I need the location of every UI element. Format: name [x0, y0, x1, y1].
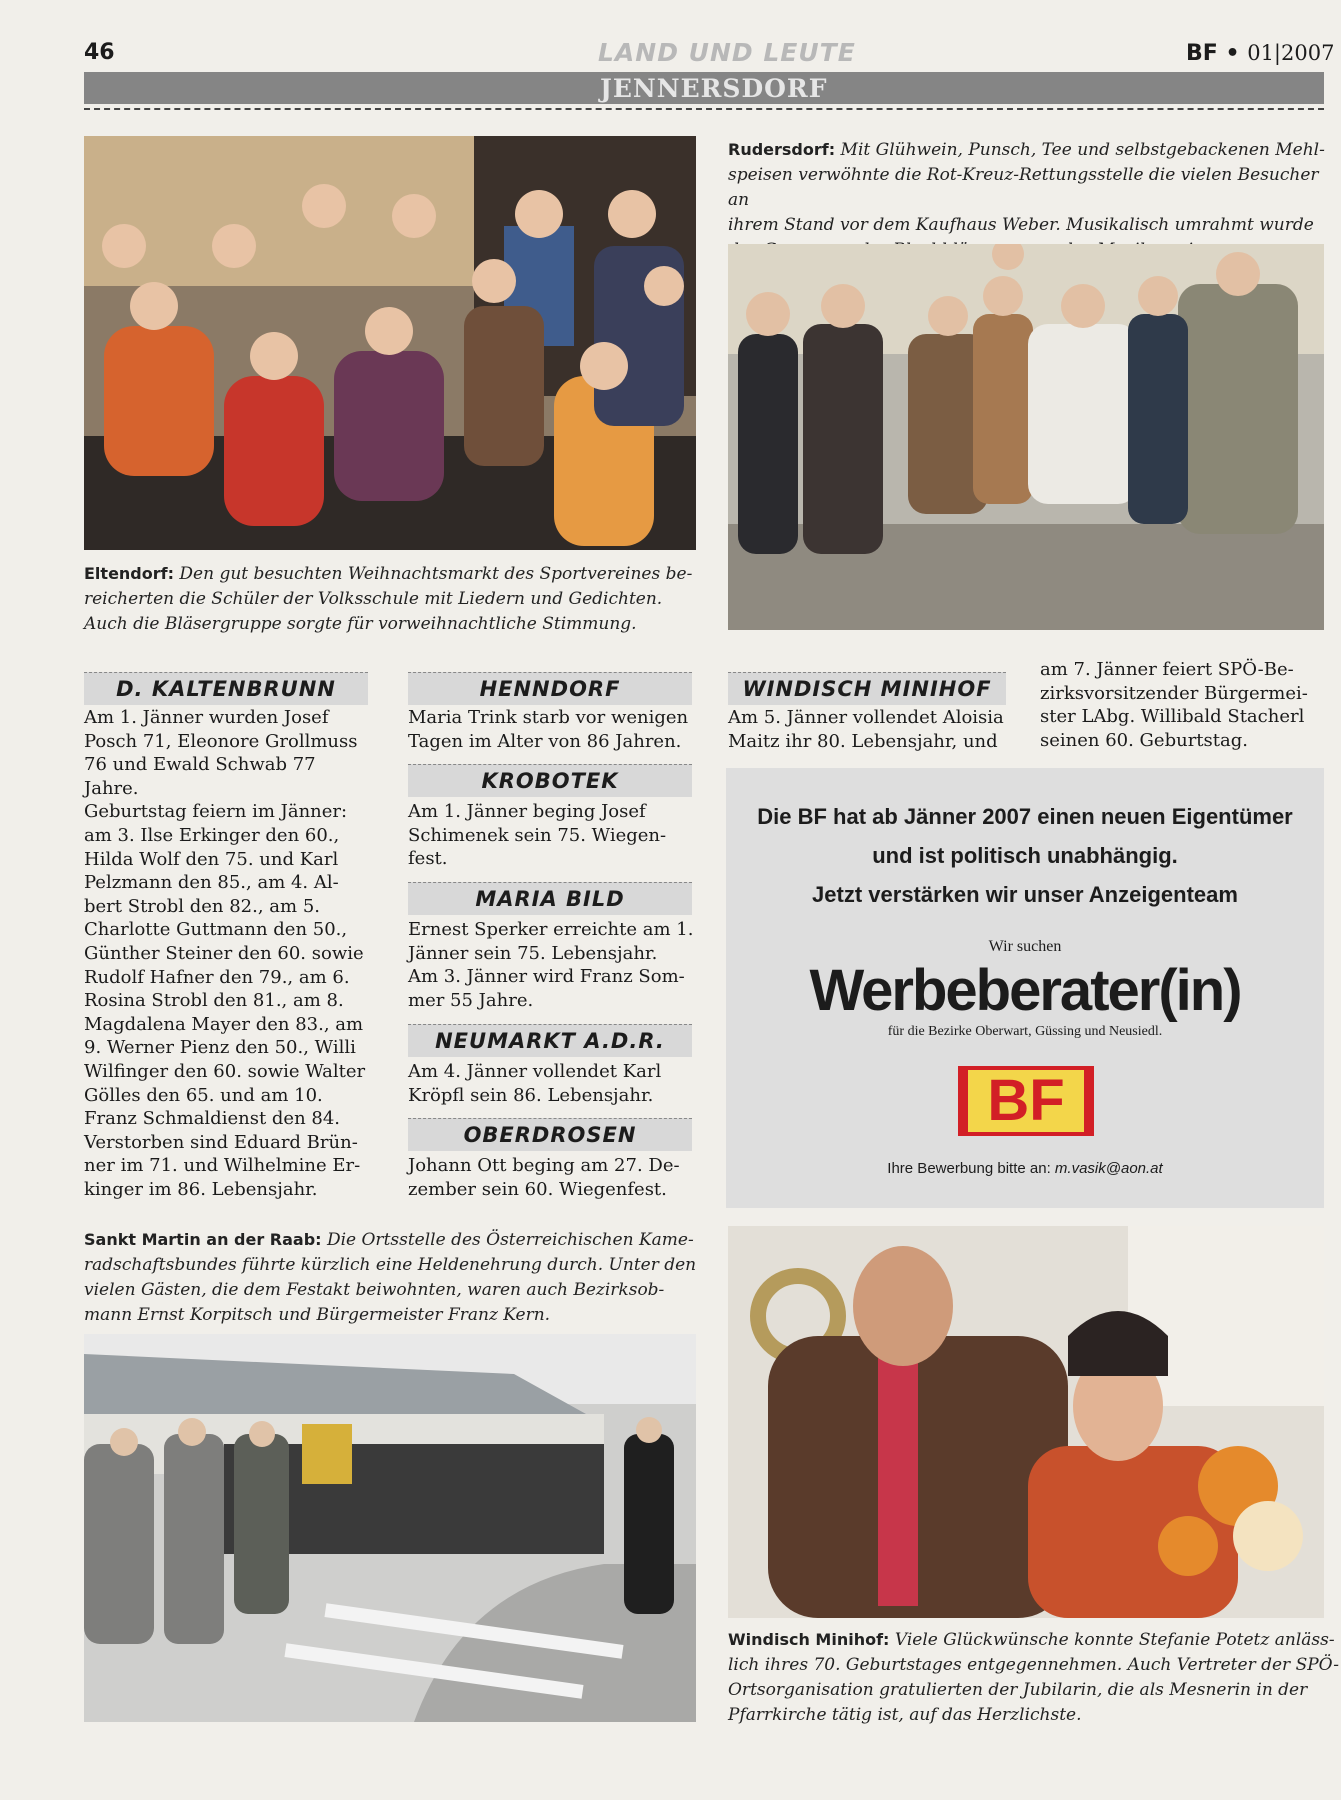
- text-line: Geburtstag feiern im Jänner:: [84, 801, 348, 823]
- sankt-martin-photo: [84, 1334, 696, 1722]
- text-line: Rosina Strobl den 81., am 8.: [84, 990, 344, 1012]
- ad-line-team: Jetzt verstärken wir unser Anzeigenteam: [812, 882, 1238, 907]
- caption-line: Den gut besuchten Weihnachtsmarkt des Sportvereines be-: [179, 564, 693, 584]
- ad-line-owner: Die BF hat ab Jänner 2007 einen neuen Eigentümer: [757, 804, 1293, 829]
- text-line: Jänner sein 75. Lebensjahr.: [408, 942, 658, 964]
- windisch-minihof-photo: [728, 1226, 1324, 1618]
- henndorf-text: [408, 706, 698, 753]
- section-title: LAND UND LEUTE: [598, 38, 856, 67]
- text-line: Am 5. Jänner vollendet Aloisia: [728, 707, 1004, 728]
- caption-line: Pfarrkirche tätig ist, auf das Herzlichste.: [728, 1705, 1082, 1725]
- text-line: Tagen im Alter von 86 Jahren.: [408, 730, 682, 752]
- text-line: Magdalena Mayer den 83., am: [84, 1013, 364, 1035]
- text-line: Franz Schmaldienst den 84.: [84, 1108, 341, 1130]
- caption-place: Rudersdorf:: [728, 140, 836, 159]
- text-line: bert Strobl den 82., am 5.: [84, 895, 320, 917]
- caption-line: Mit Glühwein, Punsch, Tee und selbstgebackenen Mehl-: [840, 140, 1325, 160]
- text-line: Am 1. Jänner wurden Josef: [84, 707, 329, 728]
- text-line: am 7. Jänner feiert SPÖ-Be-: [1040, 659, 1294, 680]
- text-line: seinen 60. Geburtstag.: [1040, 729, 1248, 751]
- text-line: Günther Steiner den 60. sowie: [84, 942, 364, 964]
- text-line: am 3. Ilse Erkinger den 60.,: [84, 824, 340, 846]
- heading-windisch-minihof: WINDISCH MINIHOF: [728, 672, 1006, 705]
- text-line: Schimenek sein 75. Wiegen-: [408, 824, 667, 846]
- text-line: Jahre.: [84, 777, 139, 799]
- oberdrosen-text: [408, 1154, 698, 1201]
- caption-line: radschaftsbundes führte kürzlich eine Heldenehrung durch. Unter den: [84, 1255, 697, 1275]
- brand-name: BF: [1186, 41, 1218, 66]
- caption-line: reicherten die Schüler der Volksschule mit Liedern und Gedichten.: [84, 589, 663, 609]
- publication-brand: [1186, 41, 1334, 66]
- neumarkt-text: [408, 1060, 698, 1107]
- caption-line: Ortsorganisation gratulierten der Jubilarin, die als Mesnerin in der: [728, 1680, 1308, 1700]
- caption-line: Viele Glückwünsche konnte Stefanie Potetz anläss-: [894, 1630, 1335, 1650]
- heading-oberdrosen: OBERDROSEN: [408, 1118, 692, 1151]
- sankt-martin-caption: [84, 1228, 704, 1328]
- text-line: mer 55 Jahre.: [408, 989, 534, 1011]
- text-line: Ernest Sperker erreichte am 1.: [408, 919, 694, 940]
- caption-line: ihrem Stand vor dem Kaufhaus Weber. Musikalisch umrahmt wurde: [728, 215, 1314, 235]
- text-line: zember sein 60. Wiegenfest.: [408, 1178, 667, 1200]
- bf-logo: [958, 1066, 1094, 1136]
- caption-line: mann Ernst Korpitsch und Bürgermeister Franz Kern.: [84, 1305, 551, 1325]
- kaltenbrunn-text: [84, 706, 374, 1201]
- heading-henndorf: HENNDORF: [408, 672, 692, 705]
- windisch-minihof-caption: [728, 1628, 1340, 1728]
- heading-krobotek: KROBOTEK: [408, 764, 692, 797]
- caption-line: vielen Gästen, die dem Festakt beiwohnten, waren auch Bezirksob-: [84, 1280, 665, 1300]
- text-line: Maitz ihr 80. Lebensjahr, und: [728, 730, 998, 752]
- windisch-minihof-text-cont: [1040, 658, 1330, 752]
- caption-line: speisen verwöhnte die Rot-Kreuz-Rettungsstelle die vielen Besucher an: [728, 165, 1319, 210]
- caption-place: Windisch Minihof:: [728, 1630, 890, 1649]
- text-line: 9. Werner Pienz den 50., Willi: [84, 1037, 356, 1059]
- windisch-minihof-photo-image: [728, 1226, 1324, 1618]
- maria-bild-text: [408, 918, 698, 1012]
- ad-contact-label: Ihre Bewerbung bitte an:: [887, 1160, 1051, 1177]
- text-line: Rudolf Hafner den 79., am 6.: [84, 966, 350, 988]
- text-line: Posch 71, Eleonore Grollmuss: [84, 730, 358, 752]
- ad-headline: Werbeberater(in): [809, 958, 1241, 1023]
- ad-contact: [726, 1160, 1324, 1177]
- caption-line: Auch die Bläsergruppe sorgte für vorweihnachtliche Stimmung.: [84, 614, 637, 634]
- caption-line: lich ihres 70. Geburtstages entgegennehmen. Auch Vertreter der SPÖ-: [728, 1655, 1339, 1675]
- heading-maria-bild: MARIA BILD: [408, 882, 692, 915]
- text-line: Kröpfl sein 86. Lebensjahr.: [408, 1084, 654, 1106]
- text-line: Am 1. Jänner beging Josef: [408, 801, 646, 822]
- caption-line: Die Ortsstelle des Österreichischen Kame-: [326, 1230, 694, 1250]
- heading-kaltenbrunn: D. KALTENBRUNN: [84, 672, 368, 705]
- rudersdorf-photo-image: [728, 244, 1324, 630]
- text-line: Pelzmann den 85., am 4. Al-: [84, 872, 339, 894]
- text-line: zirksvorsitzender Bürgermei-: [1040, 682, 1308, 704]
- header-divider: [84, 108, 1324, 110]
- ad-contact-email[interactable]: m.vasik@aon.at: [1054, 1160, 1163, 1177]
- sankt-martin-photo-image: [84, 1334, 696, 1722]
- text-line: fest.: [408, 848, 448, 870]
- caption-place: Sankt Martin an der Raab:: [84, 1230, 322, 1249]
- text-line: Verstorben sind Eduard Brün-: [84, 1131, 358, 1153]
- text-line: Am 4. Jänner vollendet Karl: [408, 1061, 662, 1082]
- text-line: ster LAbg. Willibald Stacherl: [1040, 706, 1305, 728]
- eltendorf-photo: [84, 136, 696, 550]
- eltendorf-photo-image: [84, 136, 696, 550]
- region-title: JENNERSDORF: [600, 74, 828, 103]
- text-line: Charlotte Guttmann den 50.,: [84, 919, 348, 941]
- region-bar: [84, 72, 1324, 104]
- caption-place: Eltendorf:: [84, 564, 174, 583]
- ad-line-independent: und ist politisch unabhängig.: [872, 843, 1178, 868]
- text-line: 76 und Ewald Schwab 77: [84, 754, 316, 776]
- text-line: kinger im 86. Lebensjahr.: [84, 1178, 318, 1200]
- krobotek-text: [408, 800, 698, 871]
- text-line: Am 3. Jänner wird Franz Som-: [408, 966, 685, 988]
- bf-logo-text: BF: [968, 1070, 1084, 1132]
- text-line: Hilda Wolf den 75. und Karl: [84, 848, 339, 870]
- text-line: ner im 71. und Wilhelmine Er-: [84, 1155, 361, 1177]
- ad-line-seeking: Wir suchen: [988, 938, 1062, 955]
- heading-neumarkt: NEUMARKT A.D.R.: [408, 1024, 692, 1057]
- ad-line-districts: für die Bezirke Oberwart, Güssing und Neusiedl.: [887, 1024, 1163, 1039]
- issue-number: 01|2007: [1247, 41, 1335, 65]
- windisch-minihof-text: [728, 706, 1018, 753]
- text-line: Johann Ott beging am 27. De-: [408, 1155, 680, 1176]
- page-number: 46: [84, 40, 115, 65]
- job-advertisement: [726, 768, 1324, 1208]
- text-line: Gölles den 65. und am 10.: [84, 1084, 323, 1106]
- rudersdorf-photo: [728, 244, 1324, 630]
- brand-separator: •: [1225, 41, 1240, 66]
- eltendorf-caption: [84, 562, 696, 637]
- text-line: Wilfinger den 60. sowie Walter: [84, 1060, 366, 1082]
- text-line: Maria Trink starb vor wenigen: [408, 707, 689, 728]
